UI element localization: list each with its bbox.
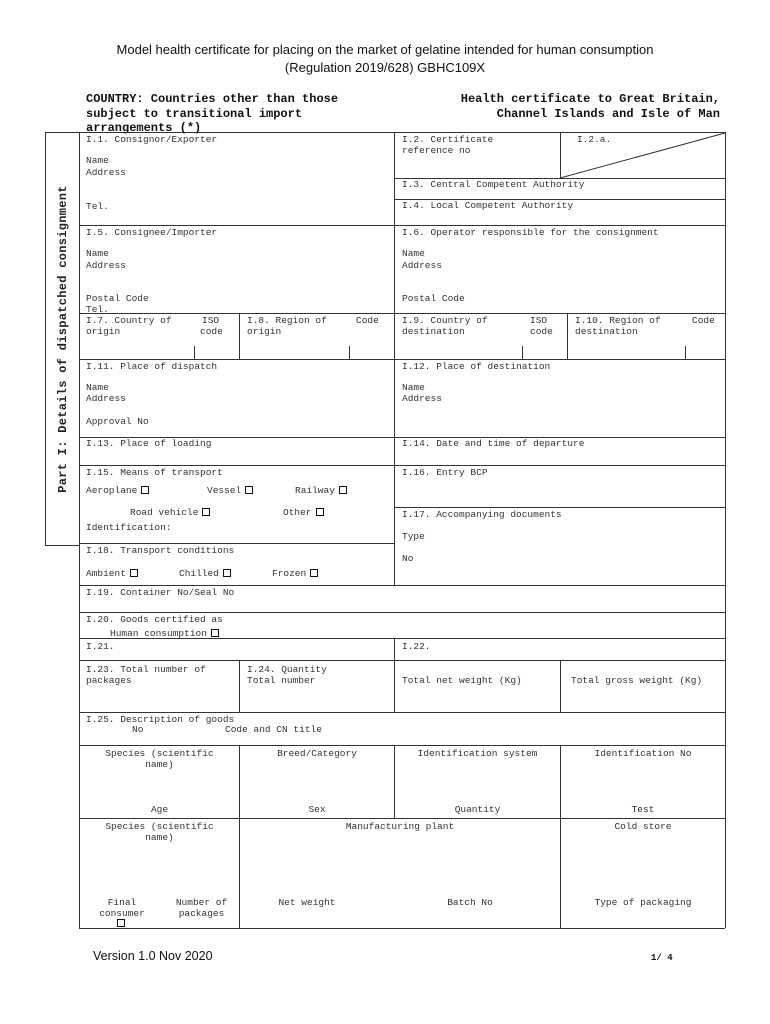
table2-net-weight-header: Net weight <box>278 897 336 908</box>
grid-line <box>194 346 195 359</box>
identification-label: Identification: <box>86 522 172 533</box>
destination-code-label: code <box>530 326 553 337</box>
frozen-checkbox[interactable] <box>310 569 318 577</box>
railway-label: Railway <box>295 485 335 496</box>
consignee-address-label: Address <box>86 260 126 271</box>
other-option <box>283 507 324 518</box>
region-destination-code-label: Code <box>692 315 715 326</box>
field-label-country-origin-2: origin <box>86 326 121 337</box>
field-label-region-origin: I.8. Region of <box>247 315 327 326</box>
field-label-region-origin-2: origin <box>247 326 282 337</box>
regulation-reference: (Regulation 2019/628) GBHC109X <box>284 60 486 75</box>
chilled-option <box>179 568 231 579</box>
region-origin-code-label: Code <box>356 315 379 326</box>
ambient-label: Ambient <box>86 568 126 579</box>
field-label-accompanying-docs: I.17. Accompanying documents <box>402 509 562 520</box>
dispatch-approval-label: Approval No <box>86 416 149 427</box>
field-label-consignor: I.1. Consignor/Exporter <box>86 134 218 145</box>
part-one-tab <box>45 132 79 546</box>
total-gross-weight-label: Total gross weight (Kg) <box>571 675 703 686</box>
consignee-tel-label: Tel. <box>86 304 109 315</box>
page-number: 1/ 4 <box>651 953 673 963</box>
grid-line <box>394 507 725 508</box>
description-no-label: No <box>132 724 144 735</box>
documents-type-label: Type <box>402 531 425 542</box>
operator-name-label: Name <box>402 248 425 259</box>
total-net-weight-label: Total net weight (Kg) <box>402 675 522 686</box>
table1-test-header: Test <box>631 804 655 815</box>
operator-address-label: Address <box>402 260 442 271</box>
country-line-2: subject to transitional import <box>86 107 303 121</box>
grid-line <box>79 225 725 226</box>
final-consumer-checkbox[interactable] <box>117 919 125 927</box>
vessel-option <box>207 485 253 496</box>
field-label-place-dispatch: I.11. Place of dispatch <box>86 361 218 372</box>
field-label-quantity: I.24. Quantity <box>247 664 327 675</box>
total-number-label: Total number <box>247 675 316 686</box>
grid-line <box>394 638 395 712</box>
field-label-certificate-ref-2: reference no <box>402 145 471 156</box>
field-label-entry-bcp: I.16. Entry BCP <box>402 467 488 478</box>
field-label-country-destination-2: destination <box>402 326 465 337</box>
grid-line <box>567 313 568 359</box>
consignor-tel-label: Tel. <box>86 201 109 212</box>
table1-ident-system-header: Identification system <box>417 748 538 759</box>
table2-consumer-header: consumer <box>99 908 145 919</box>
destination-address-label: Address <box>402 393 442 404</box>
grid-line <box>79 928 725 929</box>
chilled-checkbox[interactable] <box>223 569 231 577</box>
country-line-3: arrangements (*) <box>86 121 202 135</box>
table2-cold-store-header: Cold store <box>614 821 672 832</box>
field-label-i2a: I.2.a. <box>577 134 612 145</box>
grid-line <box>79 465 725 466</box>
origin-iso-label: ISO <box>202 315 220 326</box>
field-label-departure: I.14. Date and time of departure <box>402 438 585 449</box>
ambient-checkbox[interactable] <box>130 569 138 577</box>
other-checkbox[interactable] <box>316 508 324 516</box>
railway-checkbox[interactable] <box>339 486 347 494</box>
grid-line <box>79 585 725 586</box>
table2-species-header-2: name) <box>145 832 174 843</box>
documents-no-label: No <box>402 553 414 564</box>
grid-line <box>79 712 725 713</box>
version-label: Version 1.0 Nov 2020 <box>93 949 213 963</box>
table1-sex-header: Sex <box>308 804 326 815</box>
table2-packages-header: packages <box>178 908 225 919</box>
grid-line <box>79 818 725 819</box>
field-label-country-destination: I.9. Country of <box>402 315 488 326</box>
field-label-place-loading: I.13. Place of loading <box>86 438 212 449</box>
field-label-i22: I.22. <box>402 641 431 652</box>
field-label-description-goods: I.25. Description of goods <box>86 714 235 725</box>
field-label-operator: I.6. Operator responsible for the consignment <box>402 227 659 238</box>
vessel-checkbox[interactable] <box>245 486 253 494</box>
human-consumption-label: Human consumption <box>110 628 207 639</box>
field-label-region-destination: I.10. Region of <box>575 315 661 326</box>
aeroplane-label: Aeroplane <box>86 485 138 496</box>
table1-species-header: Species (scientific <box>105 748 214 759</box>
consignor-address-label: Address <box>86 167 126 178</box>
field-label-transport-conditions: I.18. Transport conditions <box>86 545 235 556</box>
grid-line <box>239 313 240 359</box>
table1-ident-no-header: Identification No <box>594 748 692 759</box>
description-code-label: Code and CN title <box>225 724 322 735</box>
grid-line <box>79 313 725 314</box>
grid-line <box>79 359 725 360</box>
table2-batch-header: Batch No <box>447 897 493 908</box>
certificate-title-line-1: Health certificate to Great Britain, <box>460 92 720 106</box>
grid-line <box>685 346 686 359</box>
field-label-i21: I.21. <box>86 641 115 652</box>
field-label-place-destination: I.12. Place of destination <box>402 361 551 372</box>
table1-quantity-header: Quantity <box>454 804 501 815</box>
field-label-container-seal: I.19. Container No/Seal No <box>86 587 235 598</box>
field-label-means-transport: I.15. Means of transport <box>86 467 223 478</box>
certificate-title-line-2: Channel Islands and Isle of Man <box>496 107 720 121</box>
destination-iso-label: ISO <box>530 315 548 326</box>
table2-final-header: Final <box>107 897 137 908</box>
operator-postal-label: Postal Code <box>402 293 465 304</box>
table1-breed-header: Breed/Category <box>277 748 357 759</box>
field-label-central-authority: I.3. Central Competent Authority <box>402 179 585 190</box>
field-label-total-packages-2: packages <box>86 675 132 686</box>
grid-line <box>725 132 726 928</box>
destination-name-label: Name <box>402 382 425 393</box>
grid-line <box>239 660 240 712</box>
vessel-label: Vessel <box>207 485 242 496</box>
table2-packaging-header: Type of packaging <box>594 897 692 908</box>
human-consumption-checkbox[interactable] <box>211 629 219 637</box>
dispatch-name-label: Name <box>86 382 109 393</box>
table2-species-header: Species (scientific <box>105 821 214 832</box>
table2-plant-header: Manufacturing plant <box>345 821 455 832</box>
table2-number-header: Number of <box>175 897 228 908</box>
dispatch-address-label: Address <box>86 393 126 404</box>
grid-line <box>79 612 725 613</box>
field-label-country-origin: I.7. Country of <box>86 315 172 326</box>
frozen-option <box>272 568 318 579</box>
grid-line <box>349 346 350 359</box>
railway-option <box>295 485 347 496</box>
part-one-label: Part I: Details of dispatched consignment <box>55 185 70 493</box>
table1-species-header-2: name) <box>145 759 174 770</box>
aeroplane-option <box>86 485 149 496</box>
grid-line <box>560 660 561 712</box>
consignee-postal-label: Postal Code <box>86 293 149 304</box>
frozen-label: Frozen <box>272 568 307 579</box>
grid-line <box>394 132 395 586</box>
field-label-region-destination-2: destination <box>575 326 638 337</box>
chilled-label: Chilled <box>179 568 219 579</box>
road-vehicle-option <box>130 507 210 518</box>
field-label-goods-certified: I.20. Goods certified as <box>86 614 223 625</box>
road-vehicle-checkbox[interactable] <box>202 508 210 516</box>
grid-line <box>79 660 725 661</box>
document-title: Model health certificate for placing on the market of gelatine intended for human consumption <box>116 42 654 57</box>
grid-line <box>79 543 394 544</box>
grid-line <box>79 745 725 746</box>
field-label-consignee: I.5. Consignee/Importer <box>86 227 218 238</box>
consignor-name-label: Name <box>86 155 109 166</box>
origin-code-label: code <box>200 326 223 337</box>
field-label-local-authority: I.4. Local Competent Authority <box>402 200 574 211</box>
grid-line <box>522 346 523 359</box>
field-label-total-packages: I.23. Total number of <box>86 664 206 675</box>
human-consumption-option <box>110 628 219 639</box>
aeroplane-checkbox[interactable] <box>141 486 149 494</box>
field-label-certificate-ref: I.2. Certificate <box>402 134 494 145</box>
consignee-name-label: Name <box>86 248 109 259</box>
road-vehicle-label: Road vehicle <box>130 507 199 518</box>
table1-age-header: Age <box>150 804 169 815</box>
country-line-1: COUNTRY: Countries other than those <box>86 92 339 106</box>
ambient-option <box>86 568 138 579</box>
other-label: Other <box>283 507 312 518</box>
